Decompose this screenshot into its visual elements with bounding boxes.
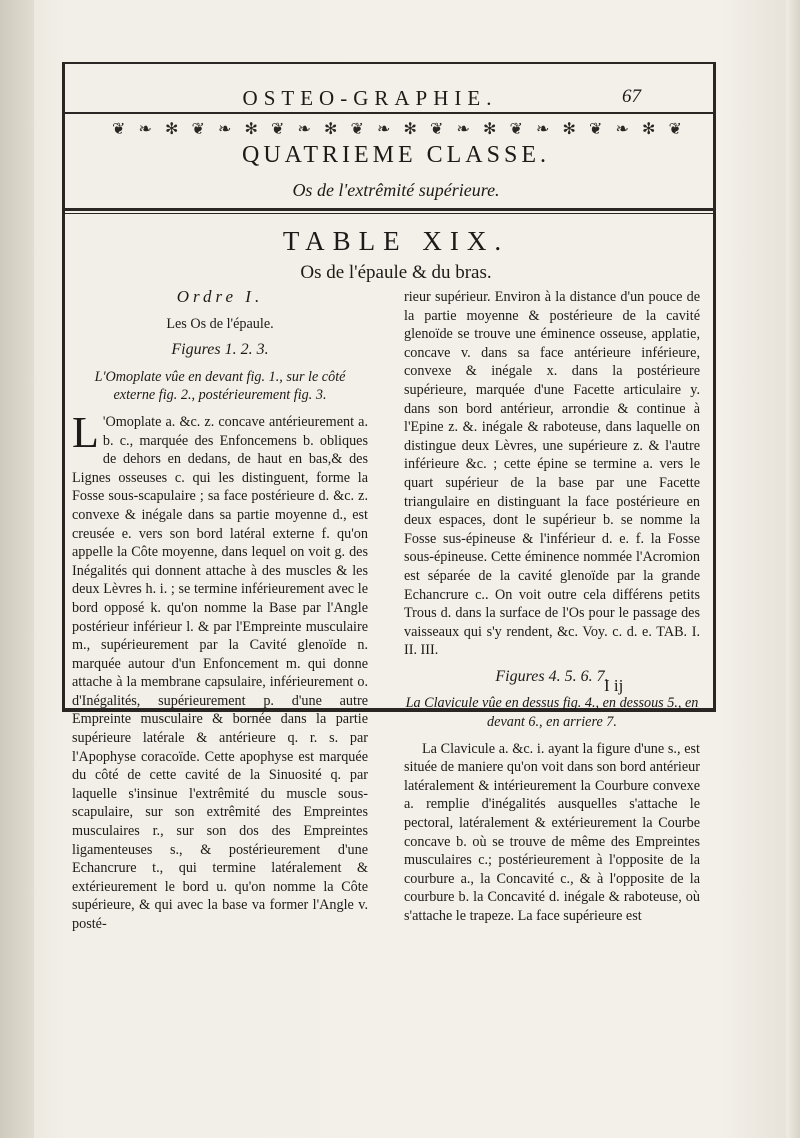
figures-description: L'Omoplate vûe en devant fig. 1., sur le côté externe fig. 2., postérieurement fig. 3. bbox=[94, 368, 346, 404]
clavicule-paragraph: La Clavicule a. &c. i. ayant la figure d'une s., est située de maniere qu'on voit dans son bord antérieur latéralement & intérieurement la Courbure convexe a. remplie d'inégalités ausquelles s'attache le pectoral, latéralement & extérieurement la Courbe concave b. où se trouve de même des Empreintes musculaires c.; postérieurement à l'opposite de la courbure a., la Concavité c., & à l'opposite de la courbure b. la Concavité d. inégale & raboteuse, où s'attache le trapeze. La face supérieure est bbox=[404, 740, 700, 924]
acromion-paragraph: rieur supérieur. Environ à la distance d'un pouce de la partie moyenne & postérieure de la cavité glenoïde se trouve une éminence osseuse, applatie, concave v. dans sa face antérieure inférieure, convexe & inégale x. dans la postérieure supérieure, marquée d'une Facette articulaire y. dans son bord antérieur, arrondie & continue à l'Epine z. &. inégale & raboteuse, dans laquelle on distingue deux Lèvres, une supérieure z. & l'autre inférieure &c. ; cette épine se termine a. vers le quart supérieur de la base par une Facette triangulaire en distinguant la face postérieure en deux espaces, dont le supérieur b. se nomme la Fosse sus-épineuse & l'inférieur d. e. f. la Fosse sous-épineuse. Cette éminence nommée l'Acromion est séparée de la cavité glenoïde par la grande Echancrure c.. On voit outre cela différens petits Trous d. dans la surface de l'Os pour le passage des vaisseaux qui s'y rendent, &c. Voy. c. d. e. TAB. I. II. III. bbox=[404, 289, 700, 659]
table-title: TABLE XIX. bbox=[282, 226, 510, 256]
figures-description-2: La Clavicule vûe en dessus fig. 4., en dessous 5., en devant 6., en arriere 7. bbox=[405, 695, 699, 731]
ornament-icon: ❧ bbox=[218, 118, 232, 138]
ornament-icon: ❧ bbox=[456, 118, 470, 138]
ornament-icon: ❦ bbox=[589, 118, 603, 138]
ordre-heading: Ordre I. bbox=[176, 287, 264, 306]
ornament-icon: ❧ bbox=[377, 118, 391, 138]
ornament-icon: ❦ bbox=[509, 118, 523, 138]
figures-heading: Figures 1. 2. 3. bbox=[171, 341, 269, 359]
binding-gutter bbox=[0, 0, 34, 1138]
page-number: 67 bbox=[622, 86, 641, 107]
left-column bbox=[72, 288, 368, 934]
ornament-icon: ❧ bbox=[536, 118, 550, 138]
ornament-icon: ✻ bbox=[562, 118, 576, 138]
page-edge bbox=[786, 0, 800, 1138]
ornament-icon: ❦ bbox=[112, 118, 126, 138]
class-subtitle: Os de l'extrêmité supérieure. bbox=[292, 180, 500, 200]
omoplate-text: 'Omoplate a. &c. z. concave antérieurement a. b. c., marquée des Enfoncemens b. obliques de dehors en dedans, de haut en bas,& des Lignes osseuses c. qui les distinguent, forme la Fosse sous-scapulaire ; sa face postérieure d. &c. z. convexe & inégale dans sa partie moyenne d., est creusée e. vers son bord latéral externe f. qu'on appelle la Côte moyenne, dans lequel on voit g. des Inégalités qui donnent attache à des muscles & les deux Lèvres h. i. ; se termine inférieurement avec le bord opposé k. qu'on nomme la Base par l'Angle postérieur inférieur l. & par l'Empreinte musculaire m., supérieurement par la Cavité glenoïde n. marquée autour d'un Enfoncement m. qui donne attache à la membrane capsulaire, inférieurement o. d'Inégalités, supérieurement p. d'une autre Empreinte musculaire & bornée dans la partie supérieure latérale & antérieure q. r. s. par l'Apophyse coracoïde. Cette apophyse est marquée du côté de cette cavité de la Sinuosité q. par laquelle s'insinue l'extrêmité du muscle sous-scapulaire, sur son extrêmité des Empreintes musculaires r., sur son dos des Empreintes ligamenteuses s., & postérieurement d'une Echancrure t., qui termine latéralement & extérieurement le bord u. qu'on nomme la Côte supérieure, & qui avec la base va former l'Angle v. posté- bbox=[72, 413, 368, 932]
ornament-icon: ❧ bbox=[615, 118, 629, 138]
ornament-icon: ❦ bbox=[350, 118, 364, 138]
drop-cap: L bbox=[72, 407, 99, 457]
running-head: OSTEO-GRAPHIE. bbox=[242, 86, 498, 110]
signature-mark: I ij bbox=[604, 676, 624, 695]
figures-heading-2: Figures 4. 5. 6. 7. bbox=[495, 667, 609, 685]
ornament-icon: ❦ bbox=[191, 118, 205, 138]
section-rule-thin bbox=[64, 213, 714, 214]
ornament-icon: ✻ bbox=[483, 118, 497, 138]
table-subtitle: Os de l'épaule & du bras. bbox=[300, 262, 492, 283]
ornament-icon: ❧ bbox=[297, 118, 311, 138]
ornament-icon: ✻ bbox=[642, 118, 656, 138]
section-rule-thick bbox=[64, 208, 714, 211]
ornament-icon: ❦ bbox=[430, 118, 444, 138]
ordre-subject: Les Os de l'épaule. bbox=[166, 315, 274, 332]
ornament-icon: ✻ bbox=[244, 118, 258, 138]
ornamental-band bbox=[112, 118, 682, 138]
ornament-icon: ❦ bbox=[271, 118, 285, 138]
class-title: QUATRIEME CLASSE. bbox=[241, 142, 550, 168]
header-rule bbox=[62, 112, 716, 114]
ornament-icon: ✻ bbox=[403, 118, 417, 138]
ornament-icon: ❦ bbox=[668, 118, 682, 138]
ornament-icon: ✻ bbox=[165, 118, 179, 138]
ornament-icon: ✻ bbox=[324, 118, 338, 138]
right-column bbox=[404, 288, 700, 926]
omoplate-paragraph bbox=[72, 407, 368, 934]
ornament-icon: ❧ bbox=[138, 118, 152, 138]
